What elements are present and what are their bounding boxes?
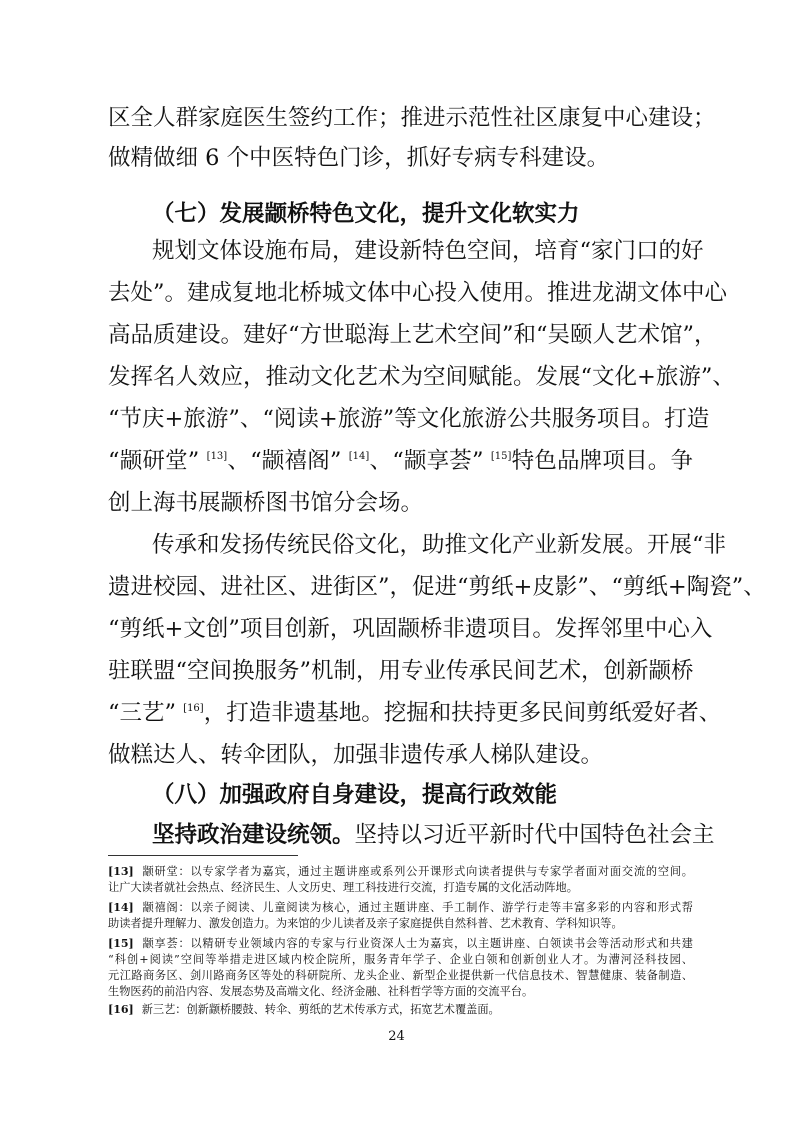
text-segment: “三艺”	[108, 700, 177, 726]
footnote-13-cont: 让广大读者就社会热点、经济民生、人文历史、理工科技进行交流，打造专属的文化活动阵地。	[108, 881, 578, 894]
brand-name: “颛研堂”	[108, 448, 200, 474]
paragraph-line: 规划文体设施布局，建设新特色空间，培育“家门口的好	[152, 238, 704, 264]
footnote-ref-13[interactable]: [13]	[206, 451, 228, 462]
footnote-16	[108, 1002, 693, 1018]
text-segment: 坚持以习近平新时代中国特色社会主	[354, 822, 715, 848]
footnote-marker: [16]	[108, 1003, 134, 1016]
lead-sentence: 坚持政治建设统领。	[152, 822, 355, 848]
section-heading-7: （七）发展颛桥特色文化，提升文化软实力	[152, 201, 580, 227]
footnote-15-cont: “科创+阅读”空间等举措走进区域内校企院所，服务青年学子、企业白领和创新创业人才。为漕河泾科技园、	[108, 953, 693, 966]
footnote-text: 颛享荟：以精研专业领域内容的专家与行业资深人士为嘉宾，以主题讲座、白领读书会等活动形式和共建	[141, 937, 693, 950]
paragraph-line: 传承和发扬传统民俗文化，助推文化产业新发展。开展“非	[152, 532, 727, 558]
paragraph-line	[108, 441, 693, 481]
paragraph-line: 驻联盟“空间换服务”机制，用专业传承民间艺术，创新颛桥	[108, 658, 694, 684]
text-segment: 特色品牌项目。争	[511, 448, 693, 474]
brand-name: 、“颛禧阁”	[227, 448, 342, 474]
paragraph-line: 创上海书展颛桥图书馆分会场。	[108, 490, 424, 516]
paragraph-line: 遗进校园、进社区、进街区”，促进“剪纸+皮影”、“剪纸+陶瓷”、	[108, 574, 766, 600]
footnote-14-cont: 助读者提升理解力、激发创造力。为来馆的少儿读者及亲子家庭提供自然科普、艺术教育、学科知识等。	[108, 917, 623, 930]
footnote-13	[108, 864, 693, 880]
body-line: 区全人群家庭医生签约工作；推进示范性社区康复中心建设；	[108, 105, 716, 131]
footnote-ref-15[interactable]: [15]	[490, 451, 512, 462]
footnote-15-cont: 生物医药的前沿内容、发展态势及高端文化、经济金融、社科哲学等方面的交流平台。	[108, 985, 534, 998]
footnote-15	[108, 936, 693, 952]
footnote-text: 颛禧阁：以亲子阅读、儿童阅读为核心，通过主题讲座、手工制作、游学行走等丰富多彩的内容和形式帮	[141, 901, 693, 914]
footnote-marker: [13]	[108, 865, 134, 878]
paragraph-line: 去处”。建成复地北桥城文体中心投入使用。推进龙湖文体中心	[108, 280, 728, 306]
paragraph-line: 发挥名人效应，推动文化艺术为空间赋能。发展“文化+旅游”、	[108, 364, 735, 390]
footnote-text: 新三艺：创新颛桥腰鼓、转伞、剪纸的艺术传承方式，拓宽艺术覆盖面。	[141, 1003, 500, 1016]
footnote-marker: [14]	[108, 901, 134, 914]
footnote-14	[108, 900, 693, 916]
paragraph-line	[108, 693, 722, 733]
footnote-ref-16[interactable]: [16]	[183, 703, 204, 714]
footnote-ref-14[interactable]: [14]	[348, 451, 370, 462]
page-number: 24	[388, 1029, 405, 1044]
footnote-text: 颛研堂：以专家学者为嘉宾，通过主题讲座或系列公开课形式向读者提供与专家学者面对面交流的空间。	[141, 865, 693, 878]
paragraph-line: “剪纸+文创”项目创新，巩固颛桥非遗项目。发挥邻里中心入	[108, 616, 713, 642]
footnote-15-cont: 元江路商务区、剑川路商务区等处的科研院所、龙头企业、新型企业提供新一代信息技术、智慧健康、装备制造、	[108, 969, 693, 982]
footnote-divider	[108, 855, 298, 856]
paragraph-line: “节庆+旅游”、“阅读+旅游”等文化旅游公共服务项目。打造	[108, 406, 710, 432]
footnote-marker: [15]	[108, 937, 134, 950]
paragraph-line: 做糕达人、转伞团队，加强非遗传承人梯队建设。	[108, 742, 604, 768]
paragraph-line: 高品质建设。建好“方世聪海上艺术空间”和“吴颐人艺术馆”，	[108, 322, 717, 348]
body-line: 做精做细 6 个中医特色门诊，抓好专病专科建设。	[108, 145, 610, 171]
text-segment: ，打造非遗基地。挖掘和扶持更多民间剪纸爱好者、	[203, 700, 722, 726]
paragraph-line	[108, 815, 715, 855]
section-heading-8: （八）加强政府自身建设，提高行政效能	[152, 782, 558, 808]
brand-name: 、“颛享荟”	[369, 448, 484, 474]
